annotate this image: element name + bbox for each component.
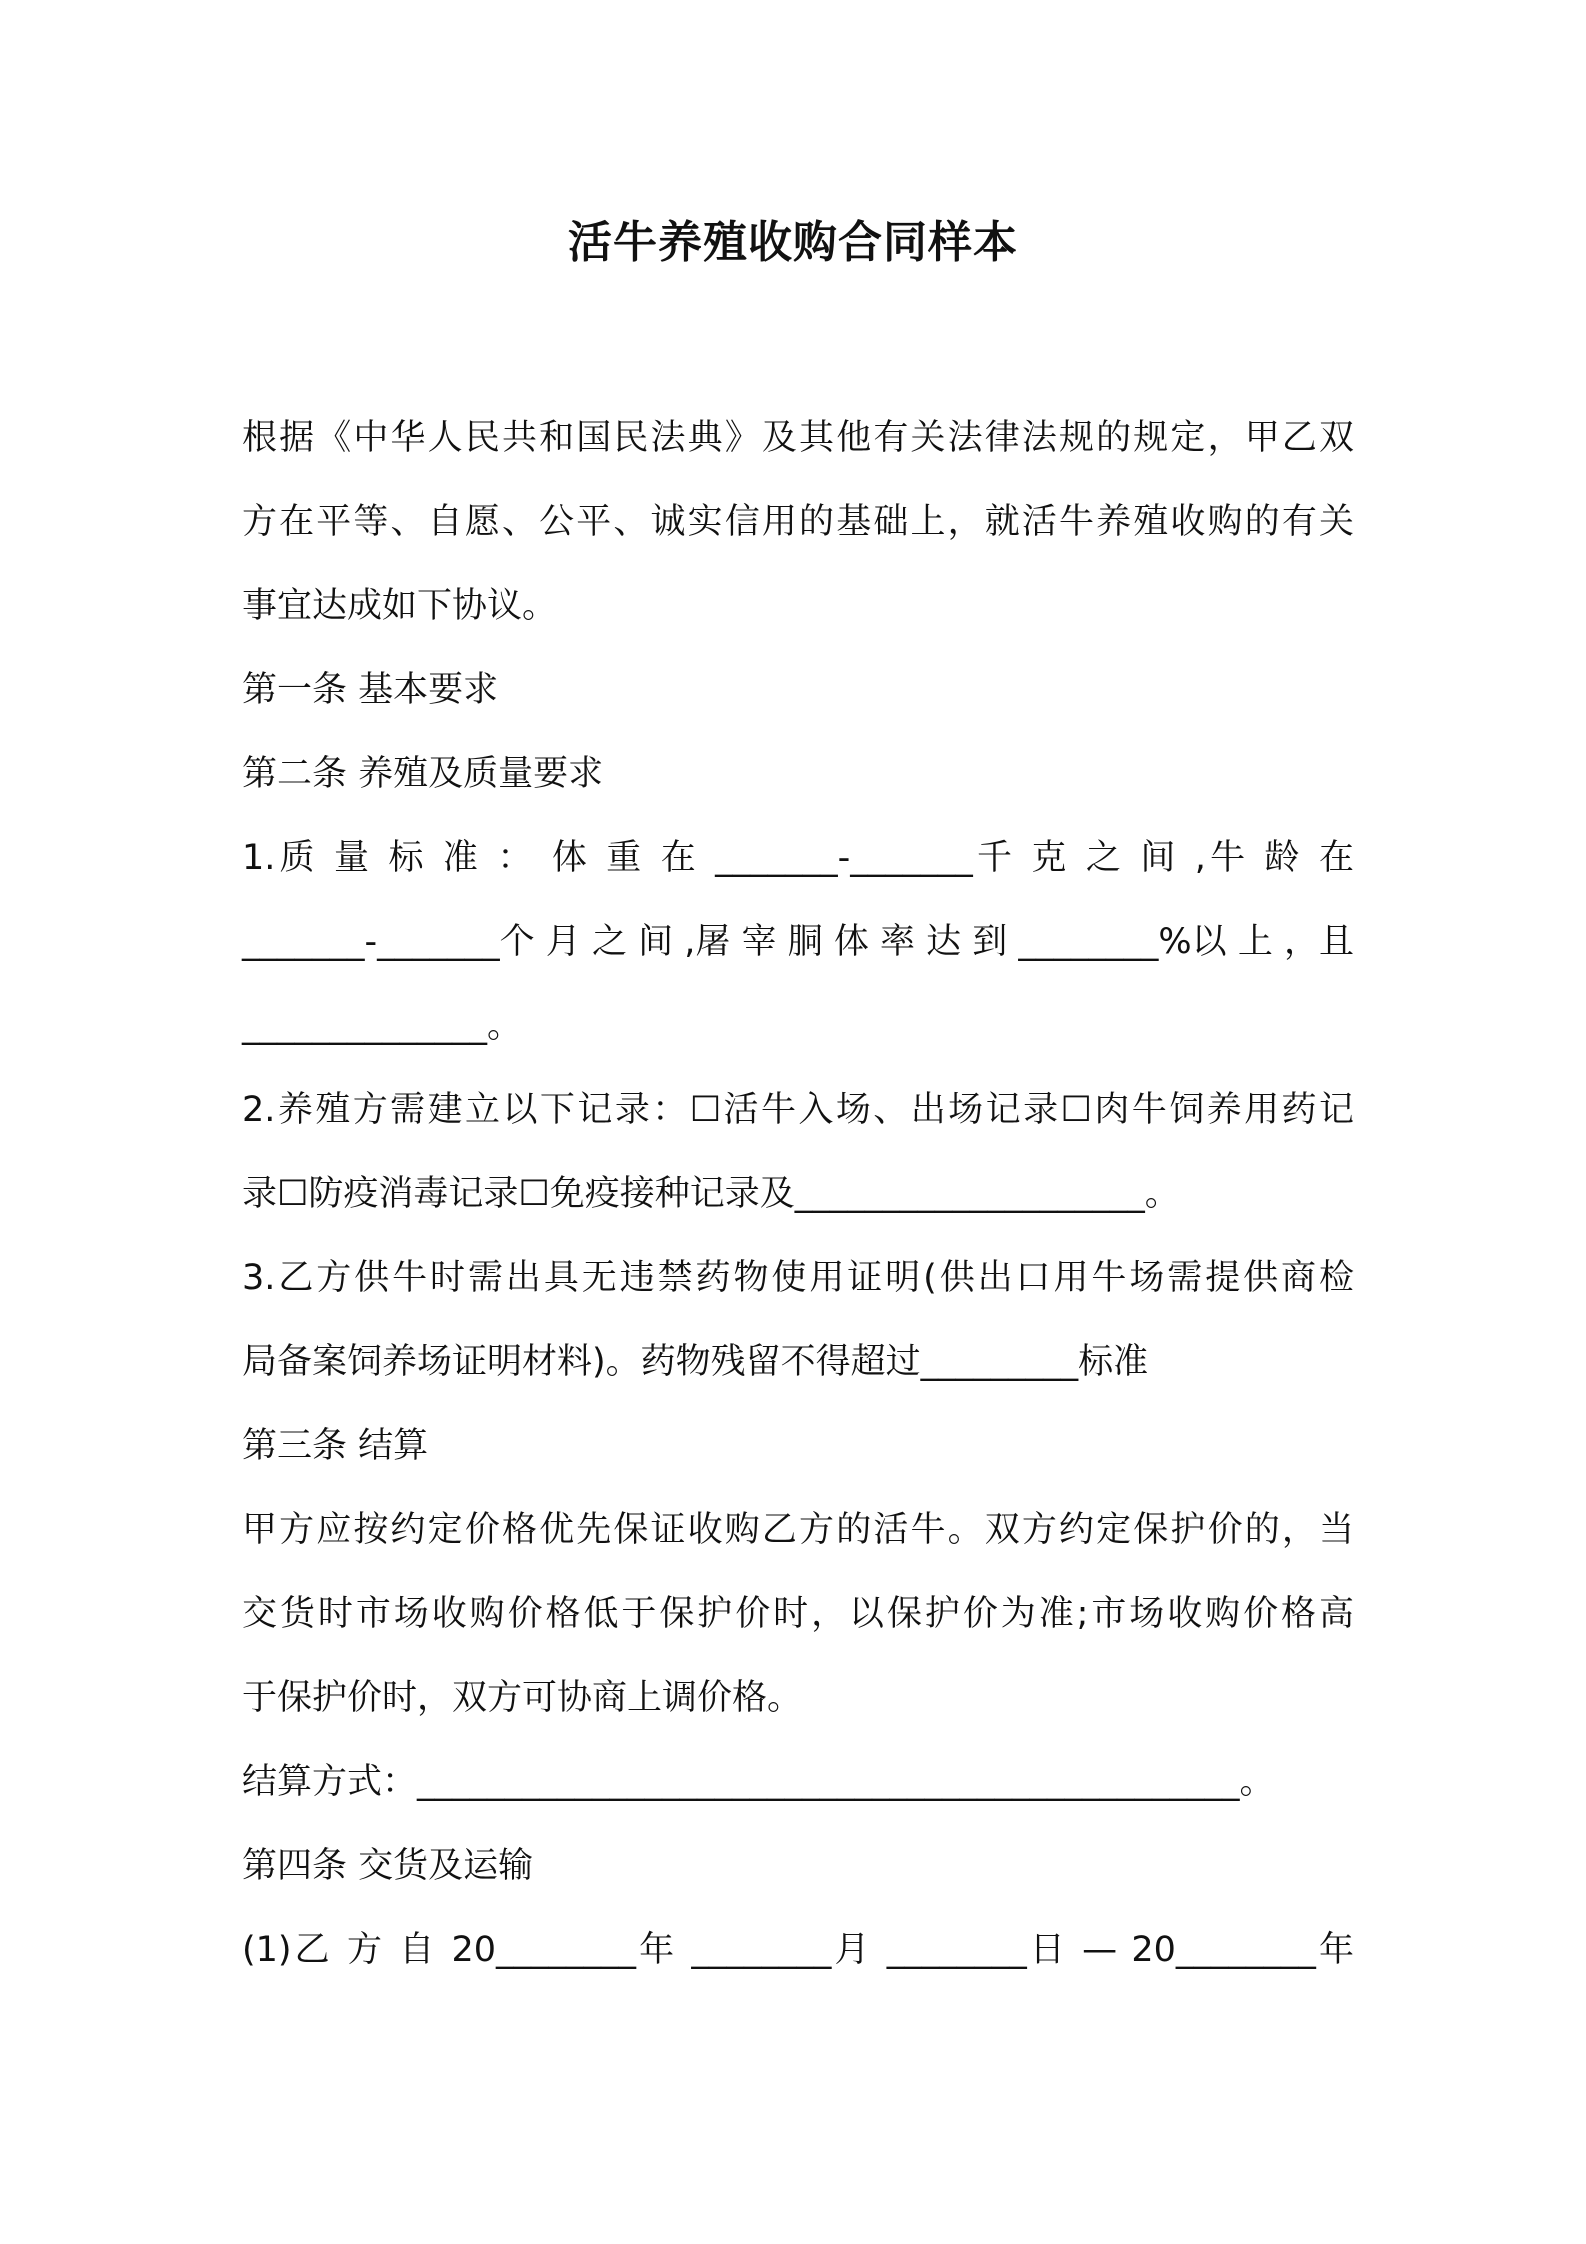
quality-standard-line-2: _______-_______个 月 之 间 ,屠 宰 胴 体 率 达 到 ________%以 上 ，且 [242, 922, 1354, 962]
settlement-line-2: 交货时市场收购价格低于保护价时，以保护价为准;市场收购价格高 [242, 1594, 1354, 1634]
records-line-1: 2.养殖方需建立以下记录：☐活牛入场、出场记录☐肉牛饲养用药记 [242, 1090, 1354, 1130]
article-2-heading: 第二条 养殖及质量要求 [242, 754, 604, 794]
delivery-line-1: (1)乙 方 自 20________年 ________月 ________日 — 20________年 [242, 1930, 1354, 1970]
settlement-method-line: 结算方式：_______________________________________________。 [242, 1762, 1275, 1802]
settlement-line-1: 甲方应按约定价格优先保证收购乙方的活牛。双方约定保护价的，当 [242, 1510, 1354, 1550]
drug-certificate-line-1: 3.乙方供牛时需出具无违禁药物使用证明(供出口用牛场需提供商检 [242, 1258, 1354, 1298]
article-3-heading: 第三条 结算 [242, 1426, 429, 1466]
article-4-heading: 第四条 交货及运输 [242, 1846, 534, 1886]
quality-standard-line-1: 1.质 量 标 准 ： 体 重 在 _______-_______千 克 之 间 ,牛 龄 在 [242, 838, 1354, 878]
document-title: 活牛养殖收购合同样本 [568, 217, 1018, 268]
preamble-line-1: 根据《中华人民共和国民法典》及其他有关法律法规的规定，甲乙双 [242, 418, 1354, 458]
quality-standard-line-3: ______________。 [242, 1006, 523, 1046]
article-1-heading: 第一条 基本要求 [242, 670, 499, 710]
preamble-line-3: 事宜达成如下协议。 [242, 586, 558, 626]
drug-certificate-line-2: 局备案饲养场证明材料)。药物残留不得超过_________标准 [242, 1342, 1149, 1382]
preamble-line-2: 方在平等、自愿、公平、诚实信用的基础上，就活牛养殖收购的有关 [242, 502, 1354, 542]
settlement-line-3: 于保护价时，双方可协商上调价格。 [242, 1678, 803, 1718]
records-line-2: 录☐防疫消毒记录☐免疫接种记录及____________________。 [242, 1174, 1180, 1214]
